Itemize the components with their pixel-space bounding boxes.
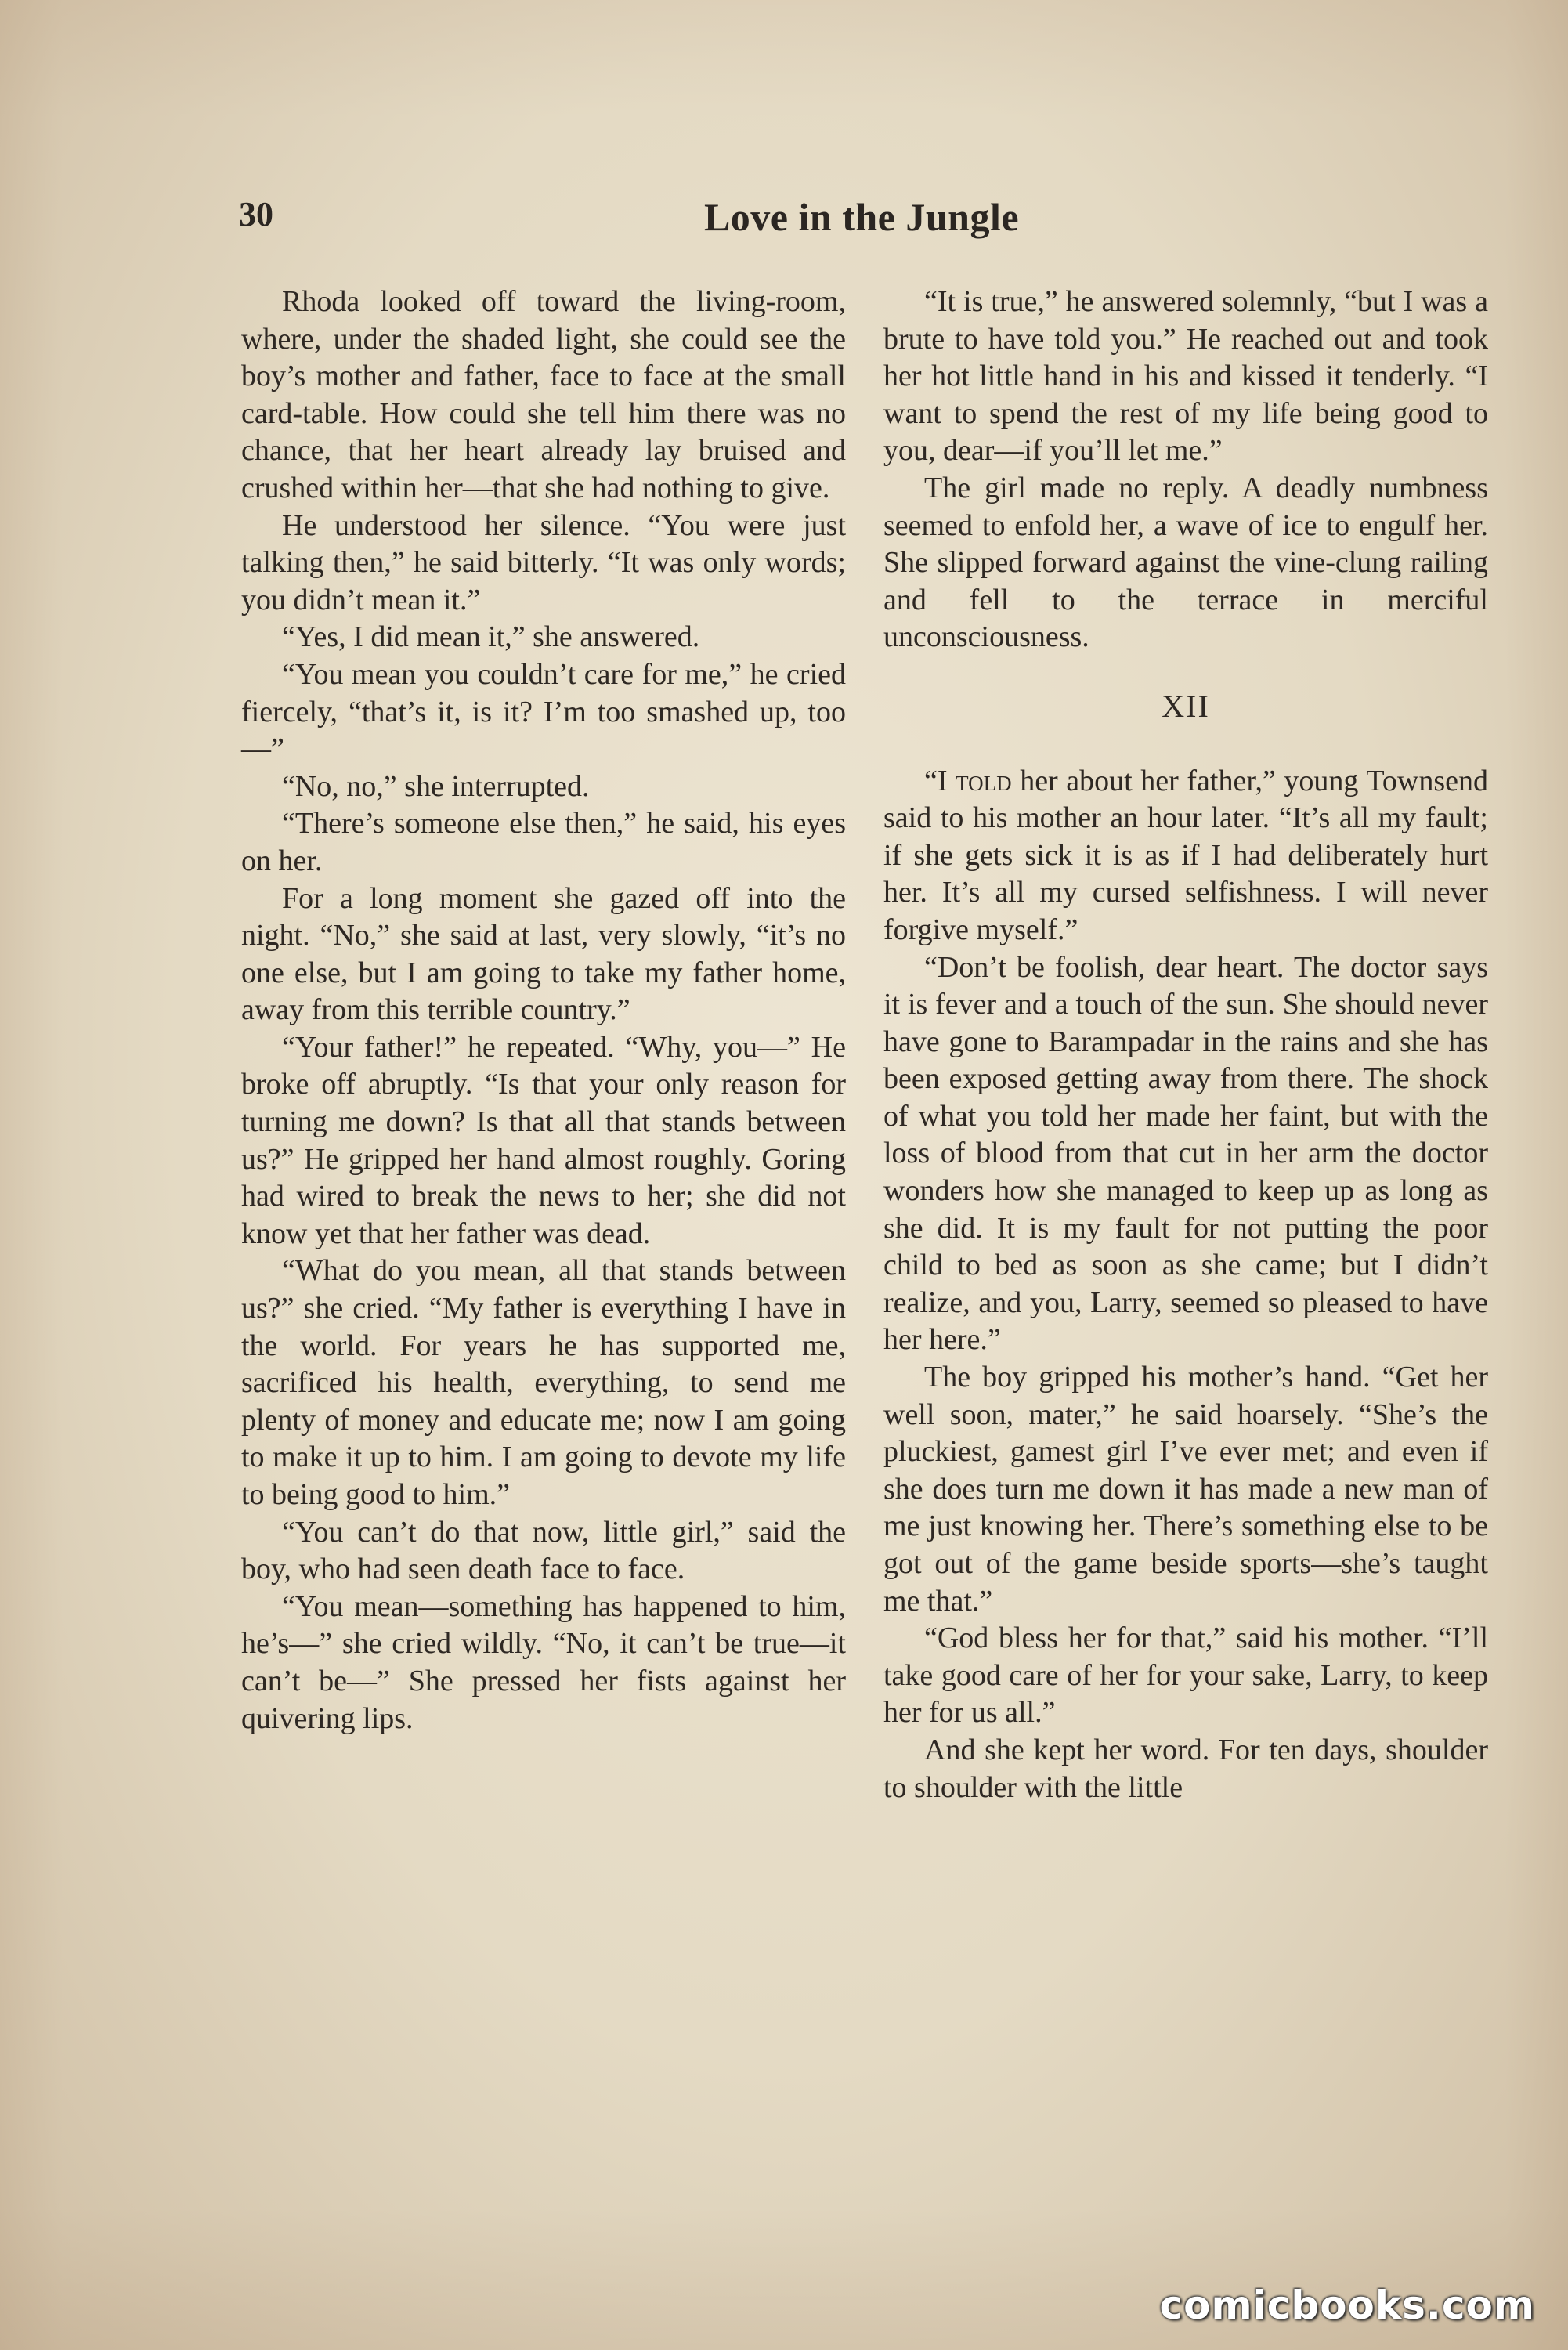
paragraph: “You mean you couldn’t care for me,” he cried fiercely, “that’s it, is it? I’m too smashed up, too—”	[241, 657, 846, 766]
paragraph: “No, no,” she interrupted.	[282, 769, 590, 803]
paragraph: “What do you mean, all that stands between us?” she cried. “My father is everything I have in the world. For years he has supported me, sacrificed his health, everything, to send me plenty of money and educate me; now I am going to make it up to him. I am going to devote my life to being good to him.”	[241, 1254, 846, 1511]
paragraph: “Your father!” he repeated. “Why, you—” He broke off abruptly. “Is that your only reason for turning me down? Is that all that stands between us?” He gripped her hand almost roughly. Goring had wired to break the news to her; she did not know yet that her father was dead.	[241, 1030, 846, 1250]
paragraph: He understood her silence. “You were just talking then,” he said bitterly. “It was only words; you didn’t mean it.”	[241, 508, 846, 616]
paragraph: “There’s someone else then,” he said, his eyes on her.	[241, 807, 846, 877]
opening-rest: her about her father,” young Townsend said to his mother an hour later. “It’s all my fault; if she gets sick it is as if I had deliberately hurt her. It’s all my cursed selfishness. I will never forgive myself.”	[883, 764, 1488, 946]
left-column	[241, 284, 846, 1737]
paragraph: For a long moment she gazed off into the night. “No,” she said at last, very slowly, “it’s no one else, but I am going to take my father home, away from this terrible country.”	[241, 881, 846, 1027]
page-number: 30	[239, 195, 273, 233]
paragraph: “You mean—something has happened to him, he’s—” she cried wildly. “No, it can’t be true—it can’t be—” She pressed her fists against her quivering lips.	[241, 1589, 846, 1735]
watermark-logo: comicbooks.com	[1159, 2283, 1535, 2328]
paragraph: And she kept her word. For ten days, shoulder to shoulder with the little	[883, 1733, 1488, 1804]
paragraph: The girl made no reply. A deadly numbness seemed to enfold her, a wave of ice to engulf her. She slipped forward against the vine-clung railing and fell to the terrace in merciful unconsciousness.	[883, 471, 1488, 654]
paragraph: The boy gripped his mother’s hand. “Get her well soon, mater,” he said hoarsely. “She’s the pluckiest, gamest girl I’ve ever met; and even if she does turn me down it has made a new man of me just knowing her. There’s something else to be got out of the game beside sports—she’s taught me that.”	[883, 1361, 1488, 1618]
page-header	[239, 194, 1484, 249]
opening-smallcaps-word: told	[956, 764, 1012, 797]
right-column	[883, 284, 1488, 1806]
chapter-heading: XII	[1162, 688, 1210, 724]
paragraph: “Don’t be foolish, dear heart. The doctor says it is fever and a touch of the sun. She should never have gone to Barampadar in the rains and she has been exposed getting away from there. The shock of what you told her made her faint, but with the loss of blood from that cut in her arm the doctor wonders how she managed to keep up as long as she did. It is my fault for not putting the poor child to bed as soon as she came; but I didn’t realize, and you, Larry, seemed so pleased to have her here.”	[883, 950, 1488, 1357]
running-title: Love in the Jungle	[703, 195, 1020, 239]
paragraph: Rhoda looked off toward the living-room, where, under the shaded light, she could see the boy’s mother and father, face to face at the small card-table. How could she tell him there was no chance, that her heart already lay bruised and crushed within her—that she had nothing to give.	[241, 285, 846, 504]
paragraph: “You can’t do that now, little girl,” said the boy, who had seen death face to face.	[241, 1515, 846, 1586]
paragraph: “God bless her for that,” said his mother. “I’ll take good care of her for your sake, Larry, to keep her for us all.”	[883, 1622, 1488, 1730]
chapter-opening-paragraph	[883, 763, 1488, 949]
paragraph: “Yes, I did mean it,” she answered.	[282, 620, 700, 654]
opening-quote: “I	[924, 764, 956, 797]
paragraph: “It is true,” he answered solemnly, “but I was a brute to have told you.” He reached out and took her hot little hand in his and kissed it tenderly. “I want to spend the rest of my life being good to you, dear—if you’ll let me.”	[883, 285, 1488, 468]
